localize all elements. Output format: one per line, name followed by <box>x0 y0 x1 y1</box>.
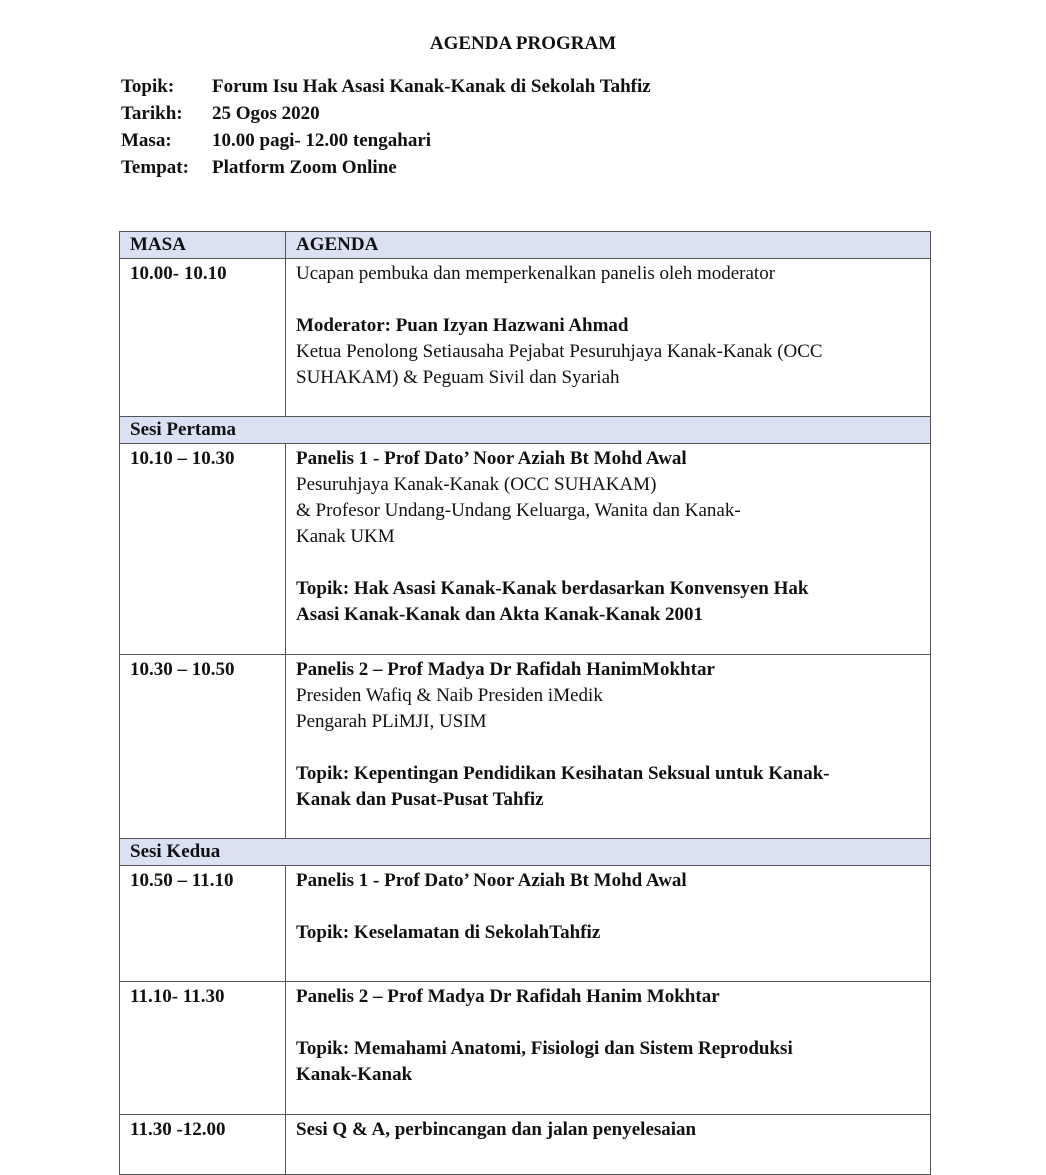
time-cell: 10.10 – 10.30 <box>120 444 286 655</box>
table-row <box>120 1115 931 1175</box>
topic-text: Topik: Keselamatan di SekolahTahfiz <box>296 922 601 943</box>
meta-value: Platform Zoom Online <box>212 157 397 178</box>
agenda-text: Sesi Q & A, perbincangan dan jalan penyelesaian <box>296 1119 697 1140</box>
agenda-text: Pengarah PLiMJI, USIM <box>296 711 487 732</box>
session-row <box>120 839 931 866</box>
topic-text: Kanak dan Pusat-Pusat Tahfiz <box>296 789 544 810</box>
agenda-table <box>119 231 931 1175</box>
topic-text: Topik: Kepentingan Pendidikan Kesihatan Seksual untuk Kanak- <box>296 763 830 784</box>
agenda-text: & Profesor Undang-Undang Keluarga, Wanita dan Kanak- <box>296 500 741 521</box>
panelist-name: Panelis 2 – Prof Madya Dr Rafidah HanimMokhtar <box>296 659 715 680</box>
page-title: AGENDA PROGRAM <box>429 33 617 54</box>
meta-label: Masa: <box>121 130 172 151</box>
table-row <box>120 982 931 1115</box>
agenda-cell <box>286 866 931 982</box>
table-row <box>120 866 931 982</box>
time-cell: 11.10- 11.30 <box>120 982 286 1115</box>
moderator-name: Moderator: Puan Izyan Hazwani Ahmad <box>296 315 629 336</box>
agenda-cell <box>286 655 931 839</box>
panelist-name: Panelis 2 – Prof Madya Dr Rafidah Hanim Mokhtar <box>296 986 720 1007</box>
time-cell: 10.50 – 11.10 <box>120 866 286 982</box>
agenda-text: Presiden Wafiq & Naib Presiden iMedik <box>296 685 603 706</box>
agenda-cell <box>286 1115 931 1175</box>
meta-row-topic <box>121 73 651 100</box>
panelist-name: Panelis 1 - Prof Dato’ Noor Aziah Bt Mohd Awal <box>296 448 687 469</box>
time-cell: 10.30 – 10.50 <box>120 655 286 839</box>
agenda-text: Pesuruhjaya Kanak-Kanak (OCC SUHAKAM) <box>296 474 657 495</box>
meta-label: Tarikh: <box>121 103 183 124</box>
topic-text: Topik: Memahami Anatomi, Fisiologi dan Sistem Reproduksi <box>296 1038 793 1059</box>
topic-text: Kanak-Kanak <box>296 1064 413 1085</box>
agenda-text: Ucapan pembuka dan memperkenalkan panelis oleh moderator <box>296 263 776 284</box>
time-cell: 11.30 -12.00 <box>120 1115 286 1175</box>
time-cell: 10.00- 10.10 <box>120 259 286 417</box>
panelist-name: Panelis 1 - Prof Dato’ Noor Aziah Bt Mohd Awal <box>296 870 687 891</box>
meta-value: 25 Ogos 2020 <box>212 103 320 124</box>
meta-row-venue <box>121 154 651 181</box>
agenda-text: Ketua Penolong Setiausaha Pejabat Pesuruhjaya Kanak-Kanak (OCC <box>296 341 823 362</box>
column-header-agenda: AGENDA <box>286 232 931 259</box>
session-title: Sesi Pertama <box>120 417 931 444</box>
table-row <box>120 259 931 417</box>
meta-row-time <box>121 127 651 154</box>
session-row <box>120 417 931 444</box>
agenda-text: SUHAKAM) & Peguam Sivil dan Syariah <box>296 367 620 388</box>
agenda-cell <box>286 259 931 417</box>
table-row <box>120 444 931 655</box>
topic-text: Topik: Hak Asasi Kanak-Kanak berdasarkan Konvensyen Hak <box>296 578 809 599</box>
agenda-cell <box>286 444 931 655</box>
event-details <box>121 73 651 181</box>
meta-row-date <box>121 100 651 127</box>
meta-value: Forum Isu Hak Asasi Kanak-Kanak di Sekolah Tahfiz <box>212 76 651 97</box>
meta-value: 10.00 pagi- 12.00 tengahari <box>212 130 432 151</box>
table-header-row <box>120 232 931 259</box>
session-title: Sesi Kedua <box>120 839 931 866</box>
meta-label: Topik: <box>121 76 175 97</box>
agenda-text: Kanak UKM <box>296 526 395 547</box>
meta-label: Tempat: <box>121 157 189 178</box>
column-header-time: MASA <box>120 232 286 259</box>
topic-text: Asasi Kanak-Kanak dan Akta Kanak-Kanak 2001 <box>296 604 704 625</box>
table-row <box>120 655 931 839</box>
agenda-cell <box>286 982 931 1115</box>
